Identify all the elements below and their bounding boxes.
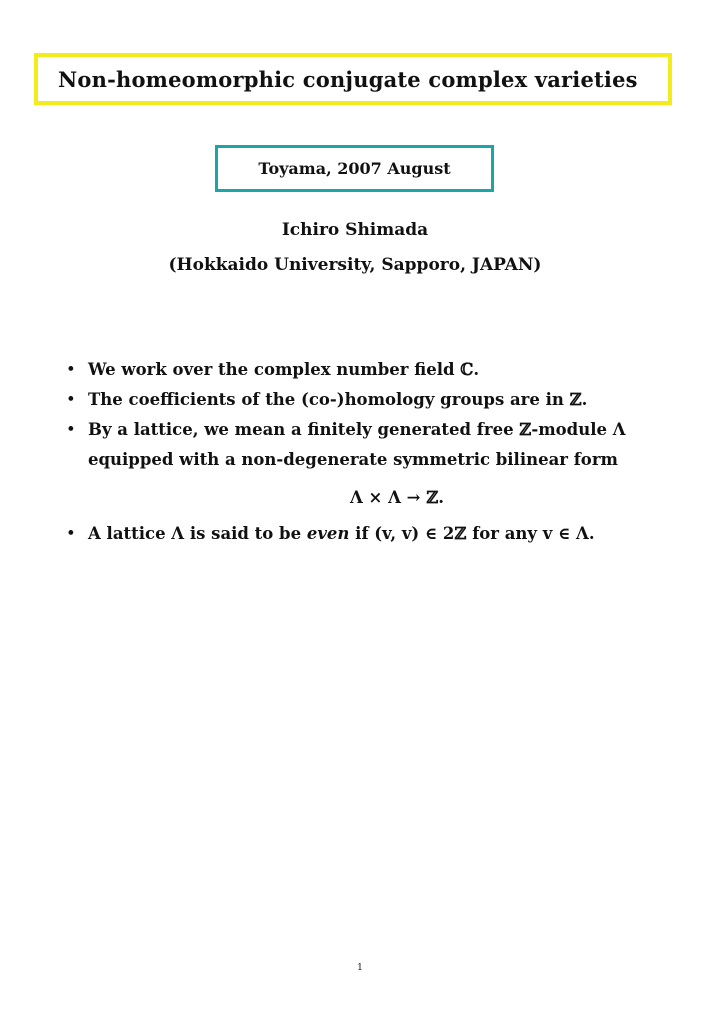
bullet-continuation: equipped with a non-degenerate symmetric bilinear form bbox=[88, 450, 618, 469]
bullet-item bbox=[66, 385, 706, 415]
bullet-item bbox=[66, 519, 706, 549]
author-affiliation: (Hokkaido University, Sapporo, JAPAN) bbox=[168, 255, 542, 275]
bullet-text: A lattice Λ is said to be bbox=[88, 524, 307, 543]
bullet-item bbox=[66, 355, 706, 385]
display-equation: Λ × Λ → ℤ. bbox=[349, 488, 445, 507]
title-box bbox=[34, 53, 672, 105]
author-name: Ichiro Shimada bbox=[281, 220, 429, 240]
bullet-text: The coefficients of the (co-)homology groups are in ℤ. bbox=[88, 390, 588, 409]
page-number: 1 bbox=[357, 963, 363, 973]
bullet-item bbox=[66, 415, 706, 445]
bullet-icon: • bbox=[66, 360, 76, 379]
bullet-list bbox=[66, 355, 706, 549]
slide-title: Non-homeomorphic conjugate complex varieties bbox=[58, 66, 638, 92]
venue-box bbox=[215, 145, 494, 192]
bullet-text: By a lattice, we mean a finitely generated free ℤ-module Λ bbox=[88, 420, 626, 439]
bullet-emphasis: even bbox=[306, 524, 350, 543]
bullet-text: We work over the complex number field ℂ. bbox=[88, 360, 480, 379]
bullet-icon: • bbox=[66, 524, 76, 543]
bullet-text-tail: if (v, v) ∈ 2ℤ for any v ∈ Λ. bbox=[349, 524, 595, 543]
venue-date: Toyama, 2007 August bbox=[258, 159, 451, 178]
bullet-icon: • bbox=[66, 420, 76, 439]
bullet-icon: • bbox=[66, 390, 76, 409]
